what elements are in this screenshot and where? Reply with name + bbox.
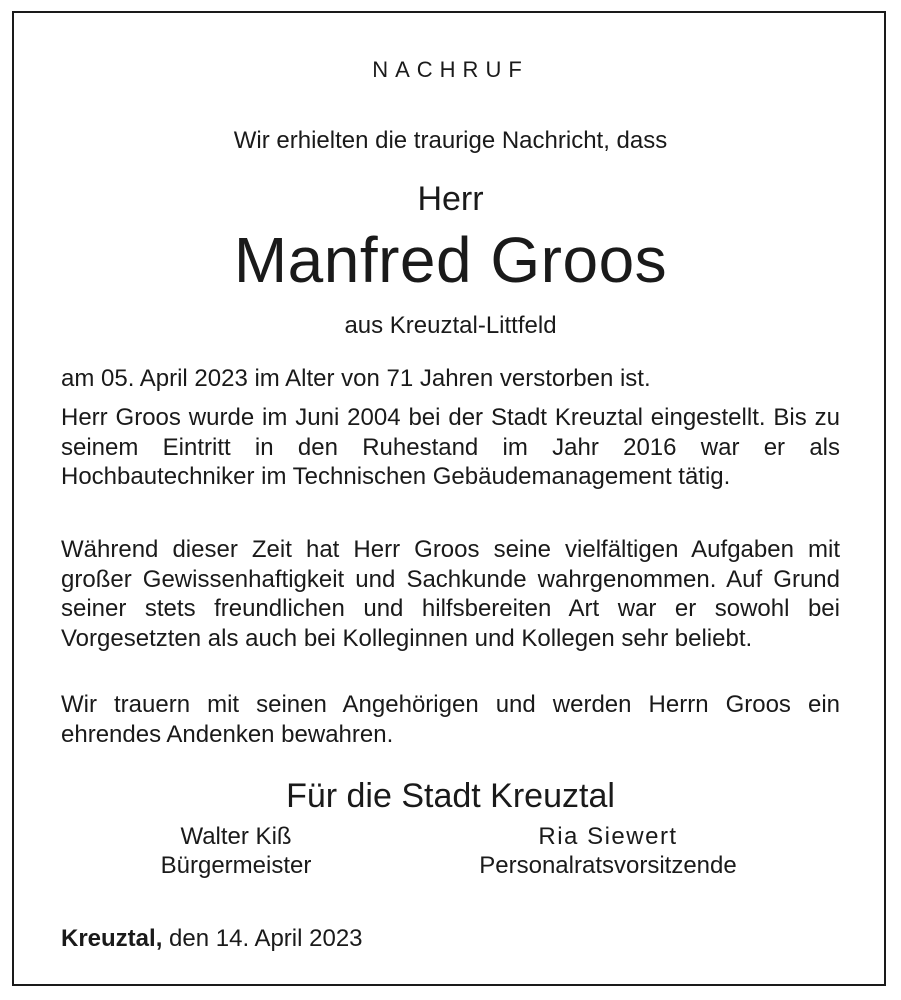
signer-staff-council bbox=[458, 822, 758, 880]
issue-date: den 14. April 2023 bbox=[169, 925, 363, 952]
signer-role: Bürgermeister bbox=[160, 852, 312, 879]
origin-text: aus Kreuztal-Littfeld bbox=[344, 312, 557, 339]
signer-name: Walter Kiß bbox=[180, 823, 292, 850]
intro-text: Wir erhielten die traurige Nachricht, dass bbox=[233, 127, 668, 154]
deceased-name: Manfred Groos bbox=[233, 224, 668, 296]
place: Kreuztal, bbox=[61, 925, 163, 952]
signer-role: Personalratsvorsitzende bbox=[479, 852, 737, 879]
date-of-death-sentence: am 05. April 2023 im Alter von 71 Jahren verstorben ist. bbox=[61, 365, 651, 392]
paragraph-career: Herr Groos wurde im Juni 2004 bei der Stadt Kreuztal eingestellt. Bis zu seinem Eintritt in den Ruhestand im Jahr 2016 war er als Hochbautechniker im Technischen Gebäudemanagement tätig. bbox=[61, 404, 840, 490]
signer-name: Ria Siewert bbox=[538, 823, 678, 850]
signer-mayor bbox=[96, 822, 376, 880]
notice-title: NACHRUF bbox=[372, 57, 529, 82]
place-date-line bbox=[61, 924, 363, 954]
closing-line: Für die Stadt Kreuztal bbox=[286, 777, 615, 815]
paragraph-mourning: Wir trauern mit seinen Angehörigen und werden Herrn Groos ein ehrendes Andenken bewahren. bbox=[61, 691, 840, 748]
paragraph-tribute: Während dieser Zeit hat Herr Groos seine vielfältigen Aufgaben mit großer Gewissenhaftigkeit und Sachkunde wahrgenommen. Auf Grund seiner stets freundlichen und hilfsbereiten Art war er sowohl bei Vorgesetzten als auch bei Kolleginnen und Kollegen sehr beliebt. bbox=[61, 536, 840, 652]
salutation: Herr bbox=[417, 180, 484, 218]
